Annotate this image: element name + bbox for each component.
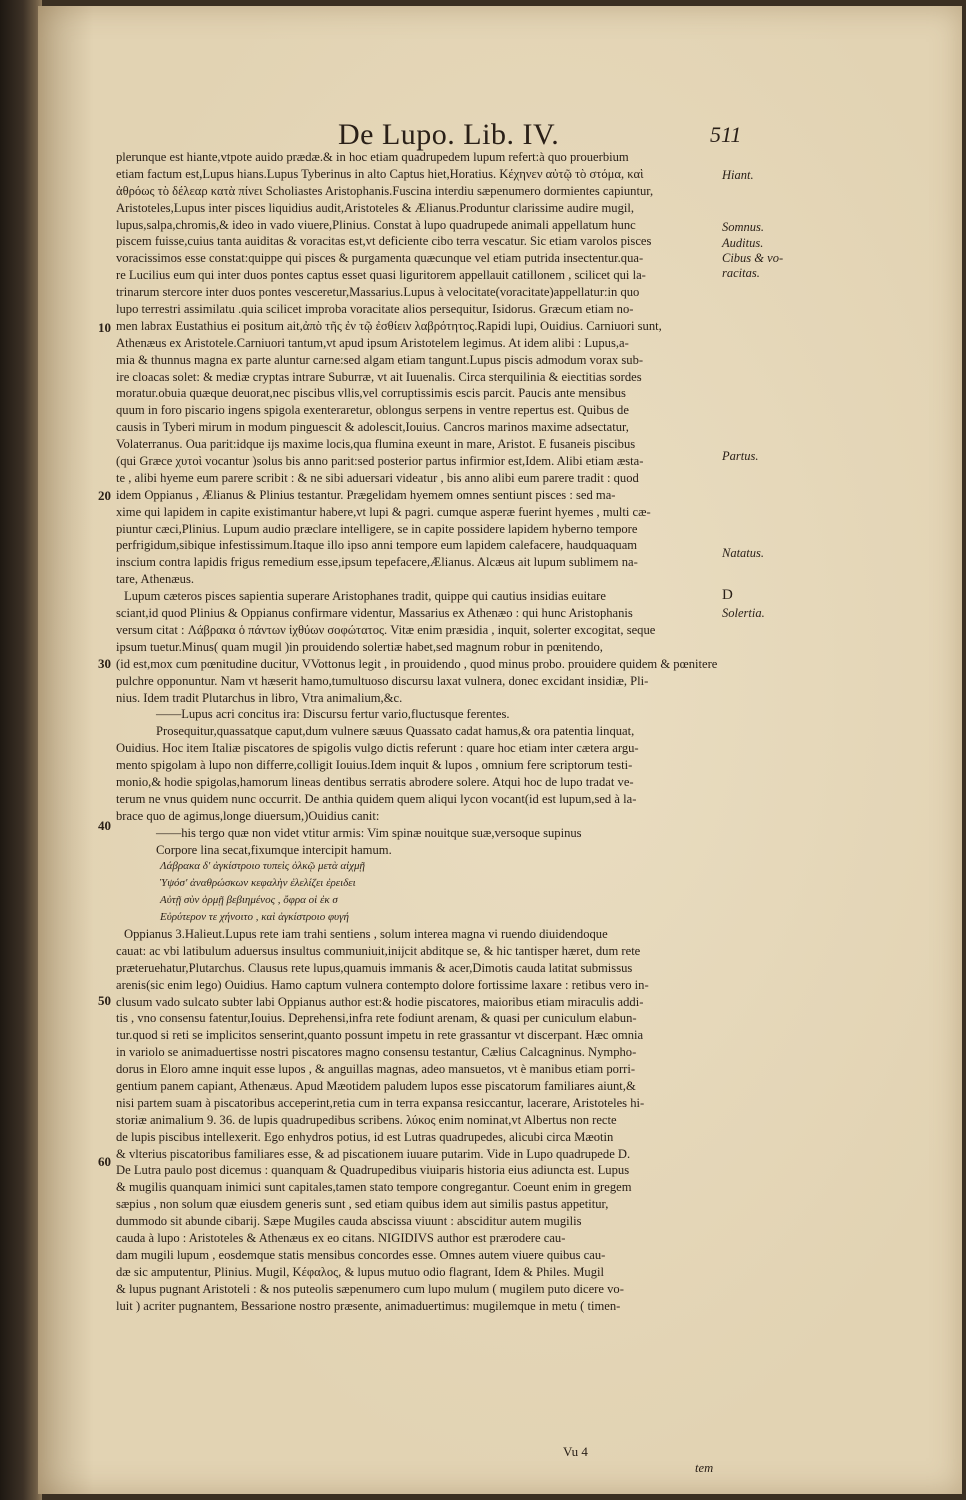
marginal-gloss-hiant: Hiant. — [722, 168, 754, 182]
text-line: ἀθρόως τὸ δέλεαρ κατὰ πίνει Scholiastes Aristophanis.Fuscina interdiu sæpenumero dormientes capiuntur, — [116, 183, 654, 198]
text-line: Αὐτῇ σὺν ὁρμῇ βεβιημένος , ὄφρα οἱ ἐκ σ — [160, 894, 338, 907]
text-line: idem Oppianus , Ælianus & Plinius testantur. Prægelidam hyemem omnes sentiunt pisces : sed ma- — [116, 487, 616, 502]
text-line: luit ) acriter pugnantem, Bessarione nostro præsente, animaduertimus: mugilemque in metu ( timen- — [116, 1298, 621, 1313]
text-line: præteruehatur,Plutarchus. Clausus rete lupus,quamuis immanis & acer,Dimotis cauda latitat submissus — [116, 960, 633, 975]
text-line: causis in Tyberi mirum in modum pinguescit & adolescit,Iouius. Cancros marinos maxime adsectatur, — [116, 420, 629, 435]
text-line: Prosequitur,quassatque caput,dum vulnere sæuus Quassato cadat hamus,& ora patentia linquat, — [156, 724, 635, 739]
text-line: pulchre opponuntur. Nam vt hæserit hamo,tumultuoso discursu laxat vulnera, donec excidant insidiæ, Pli- — [116, 673, 649, 688]
marginal-gloss-partus: Partus. — [722, 449, 759, 463]
line-number-20: 20 — [98, 488, 111, 503]
text-line: De Lutra paulo post dicemus : quanquam & Quadrupedibus viuiparis historia eius adiuncta est. Lupus — [116, 1163, 630, 1178]
text-line: ire cloacas solet: & mediæ cryptas intrare Suburræ, vt ait Iuuenalis. Circa sterquilinia & eiectitias sordes — [116, 369, 642, 384]
text-line: cauat: ac vbi latibulum aduersus insultus communiuit,inijcit abditque se, & hic tantisper hæret, dum rete — [116, 943, 641, 958]
text-line: Ὑψόσ' ἀναθρώσκων κεφαλὴν ἐλελίζει ἐρειδει — [160, 877, 356, 890]
line-number-10: 10 — [98, 320, 111, 335]
text-line: clusum vado sulcato subter labi Oppianus author est:& hodie piscatores, maioribus etiam miraculis addi- — [116, 994, 644, 1009]
text-line: ——Lupus acri concitus ira: Discursu fertur vario,fluctusque ferentes. — [156, 707, 510, 722]
text-line: Corpore lina secat,fixumque intercipit hamum. — [156, 842, 392, 857]
marginal-gloss-natatus: Natatus. — [722, 546, 765, 560]
text-line: (id est,mox cum pœnitudine ducitur, VVottonus legit , in prouidendo , quod minus probo. prouidere quidem & pœnitere — [116, 656, 718, 671]
text-line: sciant,id quod Plinius & Oppianus confirmare videntur, Massarius ex Athenæo : qui hunc Aristophanis — [116, 606, 633, 621]
text-line: dam mugili lupum , eosdemque statis mensibus concordes esse. Omnes autem viuere quibus cau- — [116, 1247, 606, 1262]
text-line: te , alibi hyeme eum parere scribit : & ne sibi aduersari videatur , bis anno alibi eum parere tradit : quod — [116, 470, 639, 485]
book-page — [38, 6, 962, 1494]
marginal-gloss-voracitas: racitas. — [722, 266, 760, 280]
text-line: mento spigolam à lupo non differre,colligit Iouius.Idem inquit & lupos , omnium fere scriptorum testi- — [116, 758, 633, 773]
text-line: quum in foro piscario ingens spigola exenteraretur, oblongus serpens in ventre repertus est. Quibus de — [116, 403, 629, 418]
text-line: tare, Athenæus. — [116, 572, 194, 587]
text-line: brace quo de agimus,longe diuersum,)Ouidius canit: — [116, 808, 380, 823]
text-line: etiam factum est,Lupus hians.Lupus Tyberinus in alto Captus hiet,Horatius. Κέχηνεν αὐτῷ τὸ στόμα, καὶ — [116, 166, 644, 181]
text-line: perfrigidum,sibique infestissimum.Itaque illo ipso anni tempore eum lapidem calefacere, haudquaquam — [116, 538, 638, 553]
text-line: Oppianus 3.Halieut.Lupus rete iam trahi sentiens , solum interea magna vi ruendo diuidendoque — [124, 926, 608, 941]
text-line: Aristoteles,Lupus inter pisces liquidius audit,Aristoteles & Ælianus.Produntur clarissime audire mugil, — [116, 200, 635, 215]
text-line: xime qui lapidem in capite existimantur habere,vt lupi & pagri. cumque asperæ fuerint hyemes , multi cæ- — [116, 504, 651, 519]
text-line: inscium contra lapidis frigus remedium esse,ipsum tepefacere,Ælianus. Alcæus ait lupum sublimem na- — [116, 555, 638, 570]
marginal-gloss-cibus: Cibus & vo- — [722, 251, 784, 265]
text-line: gentium panem capiant, Athenæus. Apud Mæotidem paludem lupos esse piscatorum familiares aiunt,& — [116, 1078, 636, 1093]
text-line: tis , vno consensu fatentur,Iouius. Deprehensi,infra rete fodiunt arenam, & quasi per cuniculum elabun- — [116, 1011, 637, 1026]
line-number-30: 30 — [98, 656, 111, 671]
folio-number: 511 — [710, 122, 742, 147]
text-line: tur.quod si reti se implicitos senserint,quanto possunt impetu in rete grassantur vt discerpant. Hæc omnia — [116, 1028, 644, 1043]
text-line: sæpius , non solum quæ eiusdem generis sunt , sed etiam quibus idem aut similis pastus appetitur, — [116, 1197, 609, 1212]
text-line: dummodo sit abunde cibarij. Sæpe Mugiles cauda abscissa viuunt : absciditur autem mugilis — [116, 1214, 582, 1229]
page-title: De Lupo. Lib. IV. — [338, 118, 560, 151]
text-line: mia & thunnus magna ex parte aluntur carne:sed algam etiam tangunt.Lupus piscis admodum vorax sub- — [116, 352, 644, 367]
text-line: Athenæus ex Aristotele.Carniuori tantum,vt apud ipsum Aristotelem legimus. At idem alibi : Lupus,a- — [116, 335, 629, 350]
text-line: (qui Græce χυτοὶ vocantur )solus bis anno parit:sed posterior partus infirmior est,Idem. Alibi etiam æsta- — [116, 454, 644, 469]
book-binding — [0, 0, 42, 1500]
marginal-gloss-somnus: Somnus. — [722, 220, 765, 234]
text-line: re Lucilius eum qui inter duos pontes captus esset quasi liguritorem appellauit catillonem , scilicet qui la- — [116, 268, 646, 283]
text-line: arenis(sic enim lego) Ouidius. Hamo captum vulnera contempto dolore fortissime laxare : retibus vero in- — [116, 977, 649, 992]
text-line: trinarum stercore inter duos pontes vesceretur,Massarius.Lupus à velocitate(voracitate)appellatur:in quo — [116, 285, 640, 300]
text-line: dorus in Eloro amne inquit esse lupos , & anguillas magnas, adeo mansuetos, vt è manibus etiam porri- — [116, 1062, 636, 1077]
text-line: piscem fuisse,cuius tanta auiditas & voracitas est,vt deficiente cibo terra vescatur. Sic etiam varolos pisces — [116, 234, 652, 249]
catchword: tem — [695, 1461, 714, 1475]
text-line: plerunque est hiante,vtpote auido prædæ.& in hoc etiam quadrupedem lupum refert:à quo prouerbium — [116, 150, 629, 164]
text-line: dæ sic amputentur, Plinius. Mugil, Κέφαλος, & lupus mutuo odio flagrant, Idem & Philes. Mugil — [116, 1264, 605, 1279]
text-line: storiæ animalium 9. 36. de lupis quadrupedibus scribens. λύκος enim nominat,vt Albertus non recte — [116, 1112, 617, 1127]
text-line: Ouidius. Hoc item Italiæ piscatores de spigolis vulgo dictis referunt : quare hoc etiam inter cætera argu- — [116, 741, 639, 756]
marginal-gloss-solertia: Solertia. — [722, 606, 765, 620]
line-number-60: 60 — [98, 1154, 111, 1169]
text-line: piuntur cæci,Plinius. Lupum audio præclare intelligere, se in capite possidere lapidem hyberno tempore — [116, 521, 638, 536]
text-line: Εὐρύτερον τε χήνοιτο , καὶ ἀγκίστροιο φυγή — [160, 911, 349, 924]
text-line: ——his tergo quæ non videt vtitur armis: Vim spinæ nouitque suæ,versoque supinus — [156, 825, 582, 840]
line-number-40: 40 — [98, 818, 111, 833]
text-line: & lupus pugnant Aristoteli : & nos puteolis sæpenumero cum lupo mulum ( mugilem puto dicere vo- — [116, 1281, 624, 1296]
text-line: ipsum tuetur.Minus( quam mugil )in prouidendo solertiæ habet,sed magnum robur in pœnitendo, — [116, 639, 603, 654]
line-number-50: 50 — [98, 993, 111, 1008]
text-line: voracissimos esse constat:quippe qui pisces & purgamenta quæcunque vel etiam putrida insectentur.qua- — [116, 251, 644, 266]
main-text-column — [116, 149, 724, 1314]
text-line: men labrax Eustathius ei positum ait,ἀπὸ τῆς ἐν τῷ ἐσθίειν λαβρότητος.Rapidi lupi, Ouidius. Carniuori sunt, — [116, 318, 662, 333]
text-line: nius. Idem tradit Plutarchus in libro, Vtra animalium,&c. — [116, 690, 403, 705]
text-line: & vlterius piscatoribus familiares esse, & ad piscationem iuuare putarim. Vide in Lupo quadrupede D. — [116, 1146, 631, 1161]
text-line: cauda à lupo : Aristoteles & Athenæus ex eo citans. NIGIDIVS author est prærodere cau- — [116, 1231, 566, 1245]
text-line: monio,& hodie spigolas,hamorum lineas dentibus serratis abrodere solere. Atqui hoc de lupo tradat ve- — [116, 774, 634, 789]
text-line: Λάβρακα δ' ἀγκίστροιο τυπεὶς ὀλκῷ μετὰ αἰχμῇ — [160, 860, 365, 873]
text-line: moratur.obuia quæque deuorat,nec piscibus vllis,vel corruptissimis escis parcit. Paucis ante mensibus — [116, 386, 626, 401]
text-line: terum ne vnus quidem nunc occurrit. De anthia quidem quem aliqui lycon vocant(id est lupum,sed à la- — [116, 791, 637, 806]
text-line: de lupis piscibus intellexerit. Ego enhydros potius, id est Lutras quadrupedes, alicubi circa Mæotin — [116, 1129, 614, 1144]
text-line: Lupum cæteros pisces sapientia superare Aristophanes tradit, quippe qui cautius insidias euitare — [124, 589, 606, 604]
text-line: versum citat : Λάβρακα ὁ πάντων ἰχθύων σοφώτατος. Vitæ enim præsidia , inquit, solerter excogitat, seque — [116, 622, 656, 637]
text-line: lupo terrestri assimilatu .quia scilicet improba voracitate alios persequitur, Isidorus. Græcum etiam no- — [116, 302, 634, 317]
marginal-gloss-auditus: Auditus. — [722, 236, 764, 250]
text-line: nisi partem suam à piscatoribus acceperint,retia cum in terra expansa resiccantur, lacerare, Aristoteles hi- — [116, 1095, 645, 1110]
text-line: & mugilis quanquam inimici sunt capitales,tamen stato tempore congregantur. Coeunt enim in gregem — [116, 1180, 632, 1195]
signature-mark: Vu 4 — [563, 1444, 588, 1459]
text-line: Volaterranus. Oua parit:idque ijs maxime locis,qua flumina exeunt in mare, Aristot. E fusaneis piscibus — [116, 437, 636, 452]
marginal-section-letter: D — [722, 587, 733, 603]
text-line: lupus,salpa,chromis,& ideo in vado viuere,Plinius. Constat à lupo quadrupede animali appellatum hunc — [116, 217, 636, 232]
text-line: in variolo se animaduertisse nostri piscatores magno consensu testantur, Cælius Calcagninus. Nympho- — [116, 1045, 637, 1060]
